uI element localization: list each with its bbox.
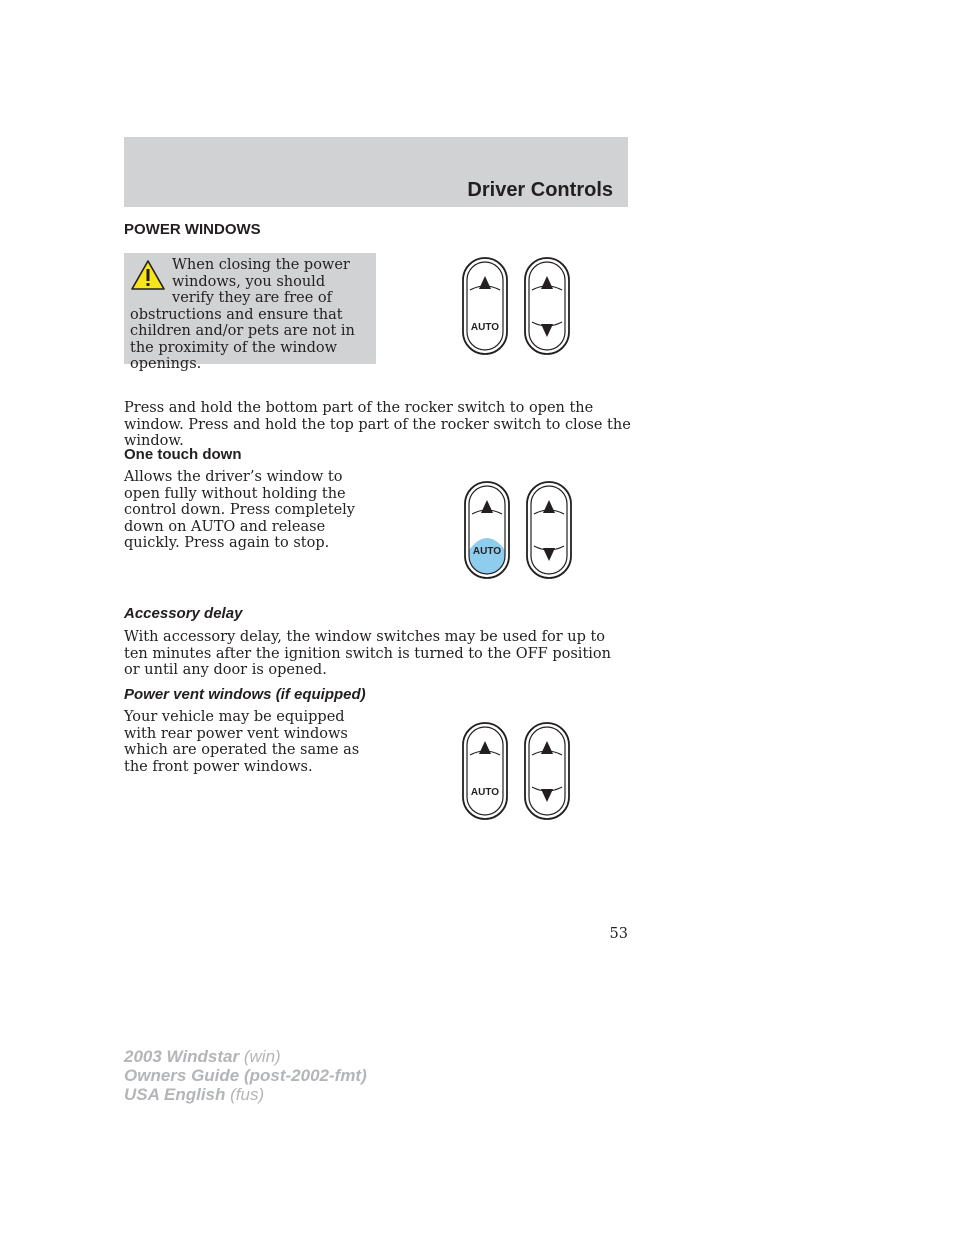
auto-rocker-switch — [463, 723, 507, 819]
section-heading-power-windows: POWER WINDOWS — [124, 221, 261, 238]
auto-label: AUTO — [470, 322, 500, 333]
section-heading-one-touch-down: One touch down — [124, 446, 242, 463]
footer-model: 2003 Windstar — [124, 1047, 240, 1066]
page-number: 53 — [609, 926, 628, 942]
footer-model-code: (win) — [243, 1047, 281, 1066]
rocker-switch — [525, 723, 569, 819]
section-heading-accessory-delay: Accessory delay — [124, 605, 243, 622]
rocker-switch — [525, 258, 569, 354]
auto-label: AUTO — [472, 546, 502, 557]
auto-rocker-switch — [465, 482, 509, 578]
auto-rocker-switch — [463, 258, 507, 354]
warning-text: When closing the power windows, you should verify they are free of obstructions and ensure that children and/or pets are not in the proximity of the window openings. — [130, 257, 355, 372]
header-band — [124, 137, 628, 207]
power-vent-text: Your vehicle may be equipped with rear power vent windows which are operated the same as the front power windows. — [124, 709, 360, 775]
warning-box — [124, 253, 376, 372]
footer-language: USA English — [124, 1085, 226, 1104]
power-windows-instructions: Press and hold the bottom part of the rocker switch to open the window. Press and hold the top part of the rocker switch to close the window. — [124, 400, 631, 449]
footer — [124, 1047, 367, 1104]
rocker-switch — [527, 482, 571, 578]
accessory-delay-text: With accessory delay, the window switches may be used for up to ten minutes after the ignition switch is turned to the OFF position or until any door is opened. — [124, 629, 611, 678]
footer-guide: Owners Guide (post-2002-fmt) — [124, 1066, 367, 1085]
footer-language-code: (fus) — [230, 1085, 265, 1104]
one-touch-down-text: Allows the driver’s window to open fully without holding the control down. Press completely down on AUTO and release quickly. Press again to stop. — [124, 469, 356, 551]
auto-label: AUTO — [470, 787, 500, 798]
window-switch-figure-auto-highlighted — [462, 480, 572, 580]
section-heading-power-vent-windows: Power vent windows (if equipped) — [124, 686, 366, 703]
window-switch-figure — [460, 721, 570, 821]
window-switch-figure — [460, 256, 570, 356]
page-title: Driver Controls — [467, 179, 613, 201]
warning-triangle-icon — [130, 259, 166, 291]
